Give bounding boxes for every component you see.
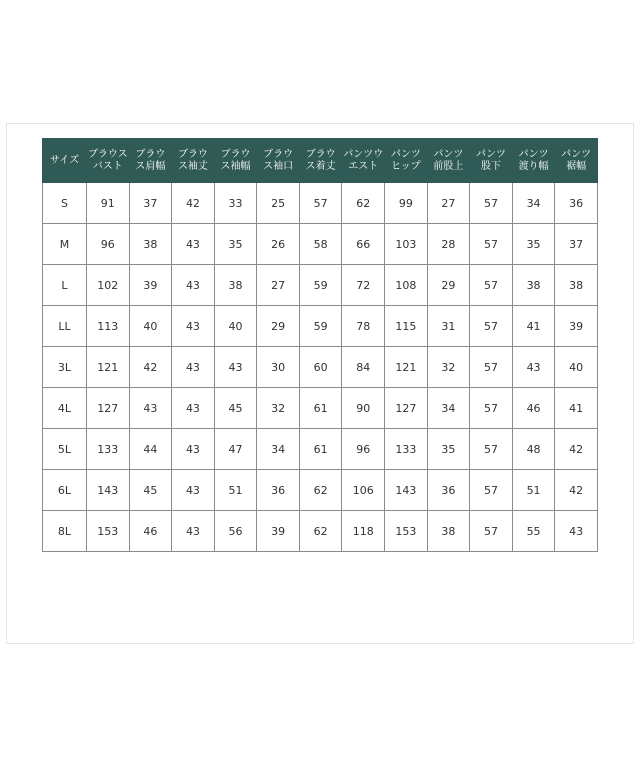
measurement-cell: 45 bbox=[214, 388, 257, 429]
measurement-cell: 57 bbox=[470, 470, 513, 511]
header-cell: パンツ ヒップ bbox=[385, 139, 428, 183]
measurement-cell: 26 bbox=[257, 224, 300, 265]
measurement-cell: 133 bbox=[87, 429, 130, 470]
measurement-cell: 103 bbox=[385, 224, 428, 265]
measurement-cell: 33 bbox=[214, 183, 257, 224]
header-cell: パンツウ エスト bbox=[342, 139, 385, 183]
measurement-cell: 40 bbox=[555, 347, 598, 388]
measurement-cell: 42 bbox=[129, 347, 172, 388]
measurement-cell: 55 bbox=[512, 511, 555, 552]
measurement-cell: 51 bbox=[512, 470, 555, 511]
measurement-cell: 46 bbox=[129, 511, 172, 552]
measurement-cell: 57 bbox=[470, 388, 513, 429]
table-row bbox=[43, 470, 598, 511]
measurement-cell: 43 bbox=[172, 347, 215, 388]
measurement-cell: 34 bbox=[512, 183, 555, 224]
header-cell: ブラウ ス袖口 bbox=[257, 139, 300, 183]
table-row bbox=[43, 429, 598, 470]
measurement-cell: 36 bbox=[555, 183, 598, 224]
measurement-cell: 42 bbox=[555, 429, 598, 470]
measurement-cell: 102 bbox=[87, 265, 130, 306]
measurement-cell: 40 bbox=[129, 306, 172, 347]
measurement-cell: 60 bbox=[299, 347, 342, 388]
header-cell: ブラウス バスト bbox=[87, 139, 130, 183]
measurement-cell: 28 bbox=[427, 224, 470, 265]
measurement-cell: 106 bbox=[342, 470, 385, 511]
measurement-cell: 57 bbox=[470, 183, 513, 224]
measurement-cell: 35 bbox=[214, 224, 257, 265]
measurement-cell: 30 bbox=[257, 347, 300, 388]
size-chart-table bbox=[42, 138, 598, 552]
measurement-cell: 27 bbox=[427, 183, 470, 224]
measurement-cell: 62 bbox=[299, 511, 342, 552]
header-row bbox=[43, 139, 598, 183]
measurement-cell: 43 bbox=[172, 511, 215, 552]
measurement-cell: 121 bbox=[87, 347, 130, 388]
measurement-cell: 57 bbox=[470, 429, 513, 470]
header-cell: パンツ 裾幅 bbox=[555, 139, 598, 183]
measurement-cell: 118 bbox=[342, 511, 385, 552]
measurement-cell: 38 bbox=[427, 511, 470, 552]
measurement-cell: 42 bbox=[172, 183, 215, 224]
measurement-cell: 47 bbox=[214, 429, 257, 470]
measurement-cell: 29 bbox=[427, 265, 470, 306]
measurement-cell: 62 bbox=[299, 470, 342, 511]
measurement-cell: 91 bbox=[87, 183, 130, 224]
table-row bbox=[43, 306, 598, 347]
measurement-cell: 39 bbox=[257, 511, 300, 552]
measurement-cell: 38 bbox=[555, 265, 598, 306]
measurement-cell: 37 bbox=[555, 224, 598, 265]
measurement-cell: 51 bbox=[214, 470, 257, 511]
measurement-cell: 37 bbox=[129, 183, 172, 224]
size-label-cell: 8L bbox=[43, 511, 87, 552]
measurement-cell: 99 bbox=[385, 183, 428, 224]
measurement-cell: 96 bbox=[342, 429, 385, 470]
measurement-cell: 46 bbox=[512, 388, 555, 429]
measurement-cell: 32 bbox=[427, 347, 470, 388]
measurement-cell: 59 bbox=[299, 265, 342, 306]
measurement-cell: 61 bbox=[299, 429, 342, 470]
measurement-cell: 62 bbox=[342, 183, 385, 224]
measurement-cell: 43 bbox=[512, 347, 555, 388]
measurement-cell: 58 bbox=[299, 224, 342, 265]
header-cell: サイズ bbox=[43, 139, 87, 183]
measurement-cell: 42 bbox=[555, 470, 598, 511]
measurement-cell: 36 bbox=[427, 470, 470, 511]
measurement-cell: 48 bbox=[512, 429, 555, 470]
table-row bbox=[43, 388, 598, 429]
measurement-cell: 66 bbox=[342, 224, 385, 265]
measurement-cell: 59 bbox=[299, 306, 342, 347]
measurement-cell: 57 bbox=[470, 224, 513, 265]
size-label-cell: LL bbox=[43, 306, 87, 347]
measurement-cell: 127 bbox=[385, 388, 428, 429]
measurement-cell: 43 bbox=[214, 347, 257, 388]
header-cell: パンツ 前股上 bbox=[427, 139, 470, 183]
measurement-cell: 57 bbox=[470, 265, 513, 306]
measurement-cell: 90 bbox=[342, 388, 385, 429]
measurement-cell: 115 bbox=[385, 306, 428, 347]
measurement-cell: 41 bbox=[555, 388, 598, 429]
measurement-cell: 32 bbox=[257, 388, 300, 429]
size-label-cell: 3L bbox=[43, 347, 87, 388]
measurement-cell: 56 bbox=[214, 511, 257, 552]
table-row bbox=[43, 183, 598, 224]
measurement-cell: 39 bbox=[129, 265, 172, 306]
measurement-cell: 38 bbox=[512, 265, 555, 306]
measurement-cell: 143 bbox=[385, 470, 428, 511]
measurement-cell: 113 bbox=[87, 306, 130, 347]
measurement-cell: 45 bbox=[129, 470, 172, 511]
measurement-cell: 31 bbox=[427, 306, 470, 347]
size-label-cell: S bbox=[43, 183, 87, 224]
measurement-cell: 35 bbox=[512, 224, 555, 265]
table-row bbox=[43, 265, 598, 306]
measurement-cell: 41 bbox=[512, 306, 555, 347]
measurement-cell: 43 bbox=[172, 265, 215, 306]
measurement-cell: 40 bbox=[214, 306, 257, 347]
size-label-cell: 6L bbox=[43, 470, 87, 511]
table-row bbox=[43, 224, 598, 265]
header-cell: ブラウ ス袖丈 bbox=[172, 139, 215, 183]
measurement-cell: 57 bbox=[470, 306, 513, 347]
table-row bbox=[43, 347, 598, 388]
measurement-cell: 133 bbox=[385, 429, 428, 470]
table-row bbox=[43, 511, 598, 552]
size-label-cell: L bbox=[43, 265, 87, 306]
measurement-cell: 153 bbox=[385, 511, 428, 552]
header-cell: ブラウ ス肩幅 bbox=[129, 139, 172, 183]
measurement-cell: 27 bbox=[257, 265, 300, 306]
measurement-cell: 143 bbox=[87, 470, 130, 511]
measurement-cell: 38 bbox=[214, 265, 257, 306]
measurement-cell: 29 bbox=[257, 306, 300, 347]
measurement-cell: 35 bbox=[427, 429, 470, 470]
measurement-cell: 44 bbox=[129, 429, 172, 470]
table-body bbox=[43, 183, 598, 552]
measurement-cell: 84 bbox=[342, 347, 385, 388]
measurement-cell: 38 bbox=[129, 224, 172, 265]
measurement-cell: 61 bbox=[299, 388, 342, 429]
size-label-cell: 5L bbox=[43, 429, 87, 470]
measurement-cell: 108 bbox=[385, 265, 428, 306]
measurement-cell: 78 bbox=[342, 306, 385, 347]
measurement-cell: 96 bbox=[87, 224, 130, 265]
measurement-cell: 43 bbox=[172, 306, 215, 347]
measurement-cell: 36 bbox=[257, 470, 300, 511]
measurement-cell: 72 bbox=[342, 265, 385, 306]
header-cell: パンツ 股下 bbox=[470, 139, 513, 183]
measurement-cell: 43 bbox=[172, 388, 215, 429]
header-cell: ブラウ ス袖幅 bbox=[214, 139, 257, 183]
measurement-cell: 153 bbox=[87, 511, 130, 552]
measurement-cell: 127 bbox=[87, 388, 130, 429]
measurement-cell: 43 bbox=[172, 470, 215, 511]
measurement-cell: 43 bbox=[172, 224, 215, 265]
measurement-cell: 34 bbox=[257, 429, 300, 470]
measurement-cell: 39 bbox=[555, 306, 598, 347]
header-cell: ブラウ ス着丈 bbox=[299, 139, 342, 183]
measurement-cell: 57 bbox=[470, 511, 513, 552]
measurement-cell: 57 bbox=[299, 183, 342, 224]
measurement-cell: 57 bbox=[470, 347, 513, 388]
size-label-cell: 4L bbox=[43, 388, 87, 429]
measurement-cell: 34 bbox=[427, 388, 470, 429]
measurement-cell: 43 bbox=[129, 388, 172, 429]
measurement-cell: 43 bbox=[172, 429, 215, 470]
measurement-cell: 121 bbox=[385, 347, 428, 388]
header-cell: パンツ 渡り幅 bbox=[512, 139, 555, 183]
size-label-cell: M bbox=[43, 224, 87, 265]
measurement-cell: 25 bbox=[257, 183, 300, 224]
measurement-cell: 43 bbox=[555, 511, 598, 552]
